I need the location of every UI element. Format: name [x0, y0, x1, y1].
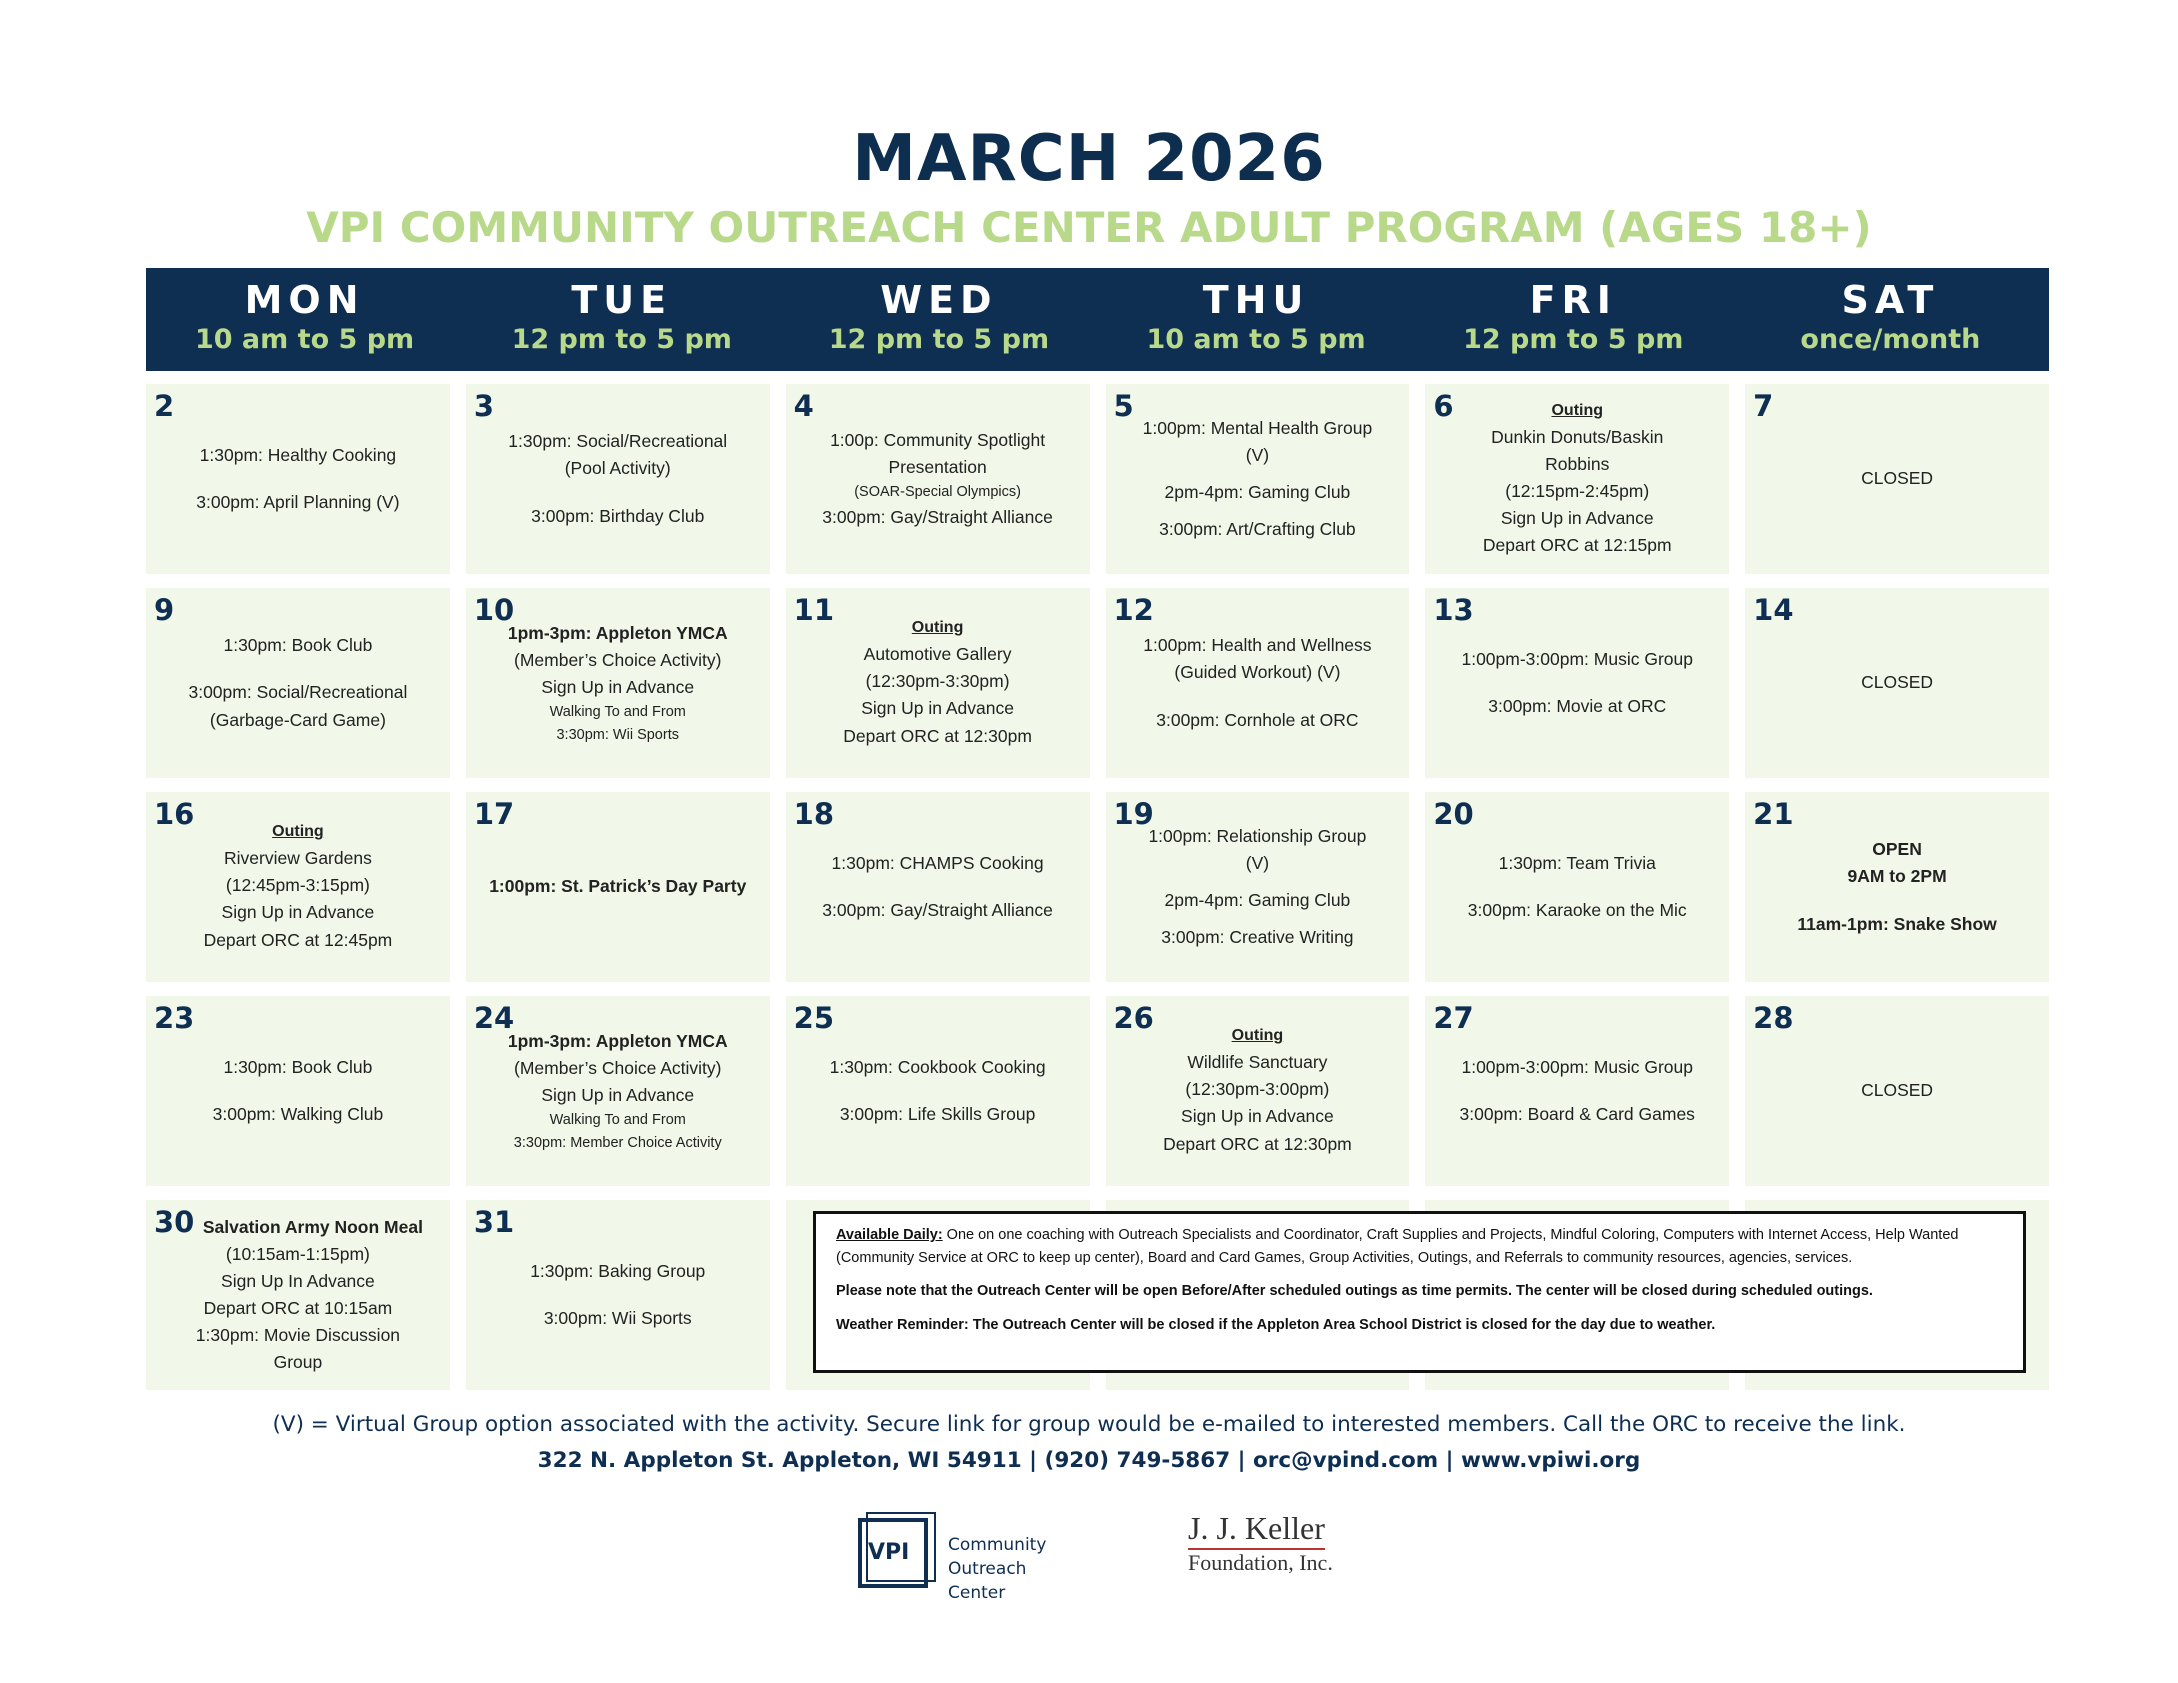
day-number: 23 [154, 1001, 195, 1035]
event-line: (Garbage-Card Game) [209, 709, 386, 730]
day-number: 2 [154, 389, 175, 423]
page-subtitle: VPI COMMUNITY OUTREACH CENTER ADULT PROGRAM (AGES 18+) [306, 203, 1872, 252]
day-number: 6 [1433, 389, 1454, 423]
event-line: 3:00pm: Creative Writing [1161, 927, 1354, 948]
event-line: 3:00pm: Social/Recreational [188, 682, 408, 703]
event-line: 3:00pm: Wii Sports [543, 1308, 692, 1328]
day-cell-26 [1106, 996, 1410, 1186]
event-line: Sign Up in Advance [541, 1085, 695, 1106]
header-sat [1732, 268, 2049, 371]
event-line: Depart ORC at 12:45pm [203, 929, 393, 950]
day-cell-28 [1745, 996, 2049, 1186]
day-cell-14 [1745, 588, 2049, 778]
day-cell-11 [786, 588, 1090, 778]
event-line: Robbins [1545, 453, 1610, 474]
event-line: 1:30pm: Baking Group [530, 1260, 706, 1281]
event-line: Presentation [888, 457, 987, 478]
vpi-org-name [948, 1534, 1088, 1605]
event-line: Automotive Gallery [863, 644, 1012, 665]
keller-name: J. J. Keller [1188, 1512, 1325, 1550]
event-line: Depart ORC at 10:15am [203, 1298, 393, 1318]
event-line: 1:00pm: St. Patrick’s Day Party [489, 876, 747, 897]
header-fri [1415, 268, 1732, 371]
day-cell-10 [466, 588, 770, 778]
event-line: 3:00pm: Art/Crafting Club [1159, 519, 1356, 540]
event-line: 2pm-4pm: Gaming Club [1164, 890, 1351, 910]
closed-label: CLOSED [1861, 468, 1934, 489]
day-cell-4 [786, 384, 1090, 574]
day-cell-13 [1425, 588, 1729, 778]
available-daily-label: Available Daily: [836, 1227, 943, 1243]
day-cell-5 [1106, 384, 1410, 574]
day-number: 30 [154, 1205, 195, 1239]
virtual-group-note: (V) = Virtual Group option associated with the activity. Secure link for group would be e-mailed to interested members. Call the ORC to receive the link. [272, 1412, 1906, 1437]
event-line: (Member’s Choice Activity) [514, 1057, 722, 1078]
event-line: 1:00pm-3:00pm: Music Group [1461, 648, 1693, 669]
header-day: MON [244, 278, 365, 322]
event-line: 1:30pm: Healthy Cooking [199, 444, 397, 465]
event-line: Depart ORC at 12:30pm [843, 725, 1032, 746]
day-cell-2 [146, 384, 450, 574]
day-cell-3 [466, 384, 770, 574]
weather-note: Weather Reminder: The Outreach Center will be closed if the Appleton Area School District is closed for the day due to weather. [836, 1316, 1716, 1333]
day-number: 11 [793, 593, 835, 627]
event-line: (V) [1245, 852, 1270, 873]
outing-label: Outing [1551, 401, 1604, 419]
event-line: Sign Up In Advance [221, 1270, 375, 1291]
event-line: 3:30pm: Wii Sports [556, 726, 679, 743]
event-line: 3:00pm: Movie at ORC [1488, 696, 1667, 716]
day-number: 16 [154, 797, 195, 831]
outing-label: Outing [911, 619, 964, 637]
header-hours: 12 pm to 5 pm [1463, 324, 1684, 355]
day-number: 18 [793, 797, 835, 831]
event-line: (12:30pm-3:30pm) [865, 671, 1010, 692]
outing-label: Outing [1231, 1027, 1284, 1045]
event-line: Dunkin Donuts/Baskin [1491, 426, 1664, 447]
day-number: 7 [1753, 389, 1774, 423]
event-line: 1:30pm: Book Club [223, 635, 373, 656]
event-line: (Member’s Choice Activity) [514, 649, 722, 670]
event-line: Group [273, 1352, 323, 1373]
day-number: 9 [154, 593, 175, 627]
closed-label: CLOSED [1861, 1080, 1934, 1101]
day-cell-7 [1745, 384, 2049, 574]
header-day: WED [880, 278, 998, 322]
outing-hours-note: Please note that the Outreach Center will be open Before/After scheduled outings as time permits. The center will be closed during scheduled outings. [836, 1283, 1873, 1300]
day-cell-25 [786, 996, 1090, 1186]
day-cell-12 [1106, 588, 1410, 778]
event-line: (12:30pm-3:00pm) [1185, 1079, 1330, 1100]
jj-keller-logo [1188, 1512, 1348, 1592]
keller-foundation: Foundation, Inc. [1188, 1549, 1333, 1575]
event-line: Walking To and From [549, 1112, 686, 1129]
event-line: 1:00pm-3:00pm: Music Group [1461, 1056, 1693, 1077]
event-line: OPEN [1872, 839, 1922, 860]
header-day: TUE [571, 278, 673, 322]
day-cell-18 [786, 792, 1090, 982]
event-line: Salvation Army Noon Meal [202, 1216, 423, 1237]
event-line: 1:30pm: Movie Discussion [195, 1325, 401, 1346]
day-number: 14 [1753, 593, 1794, 627]
header-hours: once/month [1800, 324, 1981, 355]
header-hours: 10 am to 5 pm [1146, 324, 1366, 355]
event-line: 3:00pm: Walking Club [212, 1104, 384, 1124]
event-line: 1:30pm: Cookbook Cooking [829, 1056, 1046, 1077]
day-number: 3 [473, 389, 495, 423]
available-daily-note [836, 1224, 2003, 1270]
day-number: 17 [473, 797, 515, 831]
day-number: 20 [1433, 797, 1474, 831]
header-wed [780, 268, 1097, 371]
page-title: MARCH 2026 [852, 122, 1326, 196]
vpi-org-line: Community [948, 1535, 1047, 1555]
outing-label: Outing [272, 823, 324, 841]
event-line: 1:30pm: CHAMPS Cooking [831, 852, 1044, 873]
day-cell-6 [1425, 384, 1729, 574]
event-line: 2pm-4pm: Gaming Club [1164, 482, 1351, 502]
event-line: Sign Up in Advance [1500, 507, 1654, 528]
day-cell-23 [146, 996, 450, 1186]
event-line: 3:00pm: Board & Card Games [1459, 1104, 1695, 1124]
day-cell-27 [1425, 996, 1729, 1186]
event-line: (Pool Activity) [564, 458, 671, 479]
header-hours: 12 pm to 5 pm [828, 324, 1050, 355]
day-number: 12 [1113, 593, 1154, 627]
header-hours: 12 pm to 5 pm [511, 324, 732, 355]
day-number: 4 [793, 389, 814, 423]
event-line: 3:00pm: April Planning (V) [196, 492, 400, 512]
event-line: 3:00pm: Karaoke on the Mic [1467, 900, 1687, 920]
event-line: Sign Up in Advance [1181, 1106, 1334, 1127]
event-line: 3:00pm: Birthday Club [531, 505, 705, 526]
vpi-org-line: Outreach Center [948, 1558, 1027, 1603]
day-number: 26 [1113, 1001, 1154, 1035]
day-number: 25 [793, 1001, 835, 1035]
event-line: 1:00p: Community Spotlight [830, 430, 1046, 451]
day-cell-20 [1425, 792, 1729, 982]
day-number: 21 [1753, 797, 1794, 831]
event-line: Wildlife Sanctuary [1187, 1052, 1328, 1073]
day-number: 27 [1433, 1001, 1474, 1035]
day-number: 31 [473, 1205, 515, 1239]
header-day: THU [1202, 278, 1310, 322]
event-line: Depart ORC at 12:30pm [1163, 1133, 1352, 1154]
event-line: 3:30pm: Member Choice Activity [513, 1134, 722, 1151]
day-number: 5 [1113, 389, 1134, 423]
header-hours: 10 am to 5 pm [194, 324, 415, 355]
event-line: Riverview Gardens [224, 848, 372, 869]
header-tue [463, 268, 780, 371]
event-line: 3:00pm: Life Skills Group [839, 1104, 1036, 1124]
day-cell-31 [466, 1200, 770, 1390]
event-line: 3:00pm: Cornhole at ORC [1156, 709, 1359, 730]
day-cell-21 [1745, 792, 2049, 982]
event-line: 1:00pm: Health and Wellness [1143, 635, 1372, 656]
vpi-mark: VPI [868, 1540, 910, 1565]
event-line: 1:00pm: Mental Health Group [1142, 417, 1373, 438]
event-line: 3:00pm: Gay/Straight Alliance [822, 506, 1053, 527]
event-line: (Guided Workout) (V) [1174, 662, 1341, 683]
day-number: 24 [473, 1001, 515, 1035]
event-line: 11am-1pm: Snake Show [1797, 913, 1997, 934]
event-line: 1:30pm: Social/Recreational [508, 431, 728, 452]
event-line: (12:15pm-2:45pm) [1505, 480, 1650, 501]
event-line: 1:00pm: Relationship Group [1148, 825, 1367, 846]
event-line: (10:15am-1:15pm) [225, 1243, 370, 1264]
notes-box [813, 1211, 2026, 1373]
day-number: 10 [473, 593, 515, 627]
day-number: 28 [1753, 1001, 1794, 1035]
day-cell-24 [466, 996, 770, 1186]
header-day: FRI [1529, 278, 1617, 322]
day-cell-17 [466, 792, 770, 982]
header-day: SAT [1841, 278, 1940, 322]
event-line: Sign Up in Advance [541, 677, 695, 698]
event-line: 1pm-3pm: Appleton YMCA [507, 1030, 728, 1051]
header-mon [146, 268, 463, 371]
day-cell-16 [146, 792, 450, 982]
event-line: Depart ORC at 12:15pm [1482, 535, 1672, 556]
day-cell-9 [146, 588, 450, 778]
contact-info: 322 N. Appleton St. Appleton, WI 54911 | (920) 749-5867 | orc@vpind.com | www.vpiwi.org [537, 1448, 1641, 1473]
event-line: (12:45pm-3:15pm) [225, 875, 370, 896]
event-line: Sign Up in Advance [861, 698, 1014, 719]
event-line: 1:30pm: Book Club [223, 1056, 373, 1077]
available-daily-text: One on one coaching with Outreach Specialists and Coordinator, Craft Supplies and Projects, Mindful Coloring, Computers with Internet Access, Help Wanted (Community Service at ORC to keep up center), Board and Card Games, Group Activities, Outings, and Referrals to community resources, agencies, services. [836, 1227, 1959, 1267]
event-line: 3:00pm: Gay/Straight Alliance [822, 900, 1053, 920]
day-cell-30 [146, 1200, 450, 1390]
header-thu [1097, 268, 1414, 371]
closed-label: CLOSED [1861, 672, 1934, 693]
weekday-header [146, 268, 2049, 371]
event-line: 1:30pm: Team Trivia [1498, 852, 1656, 873]
day-number: 13 [1433, 593, 1474, 627]
event-line: 1pm-3pm: Appleton YMCA [507, 622, 728, 643]
event-line: 9AM to 2PM [1847, 866, 1947, 887]
day-number: 19 [1113, 797, 1154, 831]
vpi-logo [858, 1512, 1088, 1602]
event-line: (SOAR-Special Olympics) [854, 484, 1021, 501]
event-line: (V) [1245, 444, 1270, 465]
day-cell-19 [1106, 792, 1410, 982]
event-line: Walking To and From [549, 704, 686, 721]
event-line: Sign Up in Advance [221, 902, 375, 923]
